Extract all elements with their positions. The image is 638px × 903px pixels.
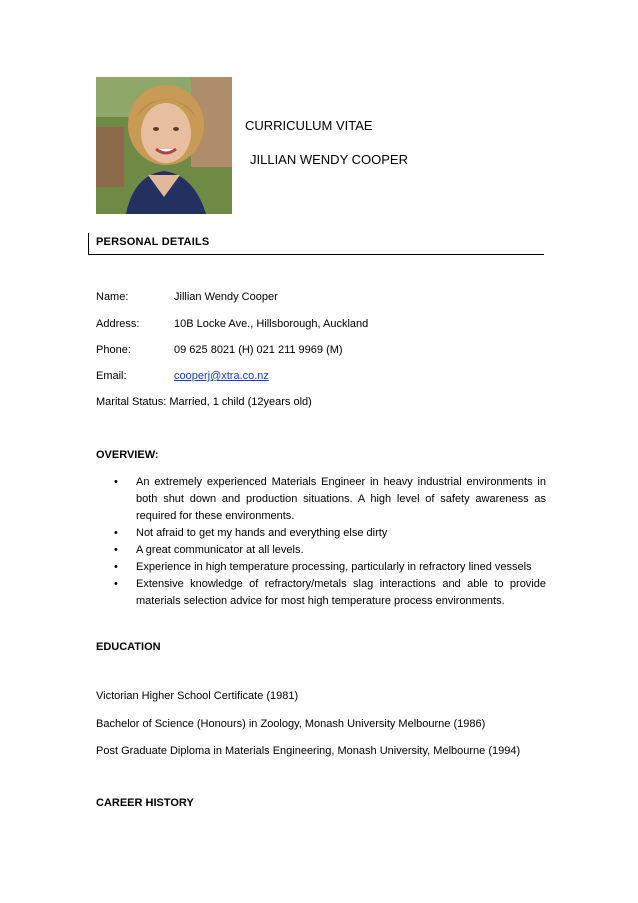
detail-value: Jillian Wendy Cooper bbox=[174, 291, 278, 303]
detail-label: Phone: bbox=[96, 344, 131, 356]
email-link[interactable]: cooperj@xtra.co.nz bbox=[174, 370, 269, 382]
detail-row-phone bbox=[96, 344, 343, 356]
career-history-heading: CAREER HISTORY bbox=[96, 797, 194, 809]
bullet-icon: • bbox=[114, 544, 118, 556]
list-item bbox=[96, 542, 546, 559]
list-item bbox=[96, 559, 546, 576]
detail-label: Address: bbox=[96, 318, 140, 330]
list-item bbox=[96, 576, 546, 610]
list-item-text: Not afraid to get my hands and everything else dirty bbox=[136, 527, 388, 539]
education-heading: EDUCATION bbox=[96, 641, 161, 653]
profile-photo bbox=[96, 77, 232, 214]
detail-row-name bbox=[96, 291, 278, 303]
education-item: Victorian Higher School Certificate (1981) bbox=[96, 690, 299, 702]
list-item-text: Extensive knowledge of refractory/metals slag interactions and able to provide materials selection advice for most high temperature process environments. bbox=[136, 578, 546, 607]
list-item bbox=[96, 474, 546, 525]
section-left-rule bbox=[88, 233, 89, 255]
bullet-icon: • bbox=[114, 476, 118, 488]
detail-label: Email: bbox=[96, 370, 127, 382]
education-item: Post Graduate Diploma in Materials Engineering, Monash University, Melbourne (1994) bbox=[96, 745, 521, 757]
detail-value: 10B Locke Ave., Hillsborough, Auckland bbox=[174, 318, 369, 330]
overview-heading: OVERVIEW: bbox=[96, 449, 159, 461]
document-title: CURRICULUM VITAE bbox=[245, 118, 373, 133]
list-item-text: A great communicator at all levels. bbox=[136, 544, 304, 556]
detail-row-address bbox=[96, 318, 368, 330]
detail-row-marital-status: Marital Status: Married, 1 child (12years old) bbox=[96, 396, 312, 408]
portrait-image bbox=[96, 77, 232, 214]
overview-list bbox=[96, 474, 546, 610]
detail-row-email bbox=[96, 370, 269, 382]
personal-details-heading: PERSONAL DETAILS bbox=[96, 236, 210, 248]
detail-label: Name: bbox=[96, 291, 129, 303]
list-item-text: An extremely experienced Materials Engineer in heavy industrial environments in both shut down and production situations. A high level of safety awareness as required for these environments. bbox=[136, 476, 546, 522]
bullet-icon: • bbox=[114, 578, 118, 590]
bullet-icon: • bbox=[114, 527, 118, 539]
list-item bbox=[96, 525, 546, 542]
bullet-icon: • bbox=[114, 561, 118, 573]
section-bottom-rule bbox=[88, 254, 544, 255]
education-item: Bachelor of Science (Honours) in Zoology, Monash University Melbourne (1986) bbox=[96, 718, 486, 730]
candidate-name-heading: JILLIAN WENDY COOPER bbox=[250, 152, 408, 167]
personal-details-section-header bbox=[88, 231, 544, 255]
list-item-text: Experience in high temperature processing, particularly in refractory lined vessels bbox=[136, 561, 532, 573]
detail-value: 09 625 8021 (H) 021 211 9969 (M) bbox=[174, 344, 343, 356]
